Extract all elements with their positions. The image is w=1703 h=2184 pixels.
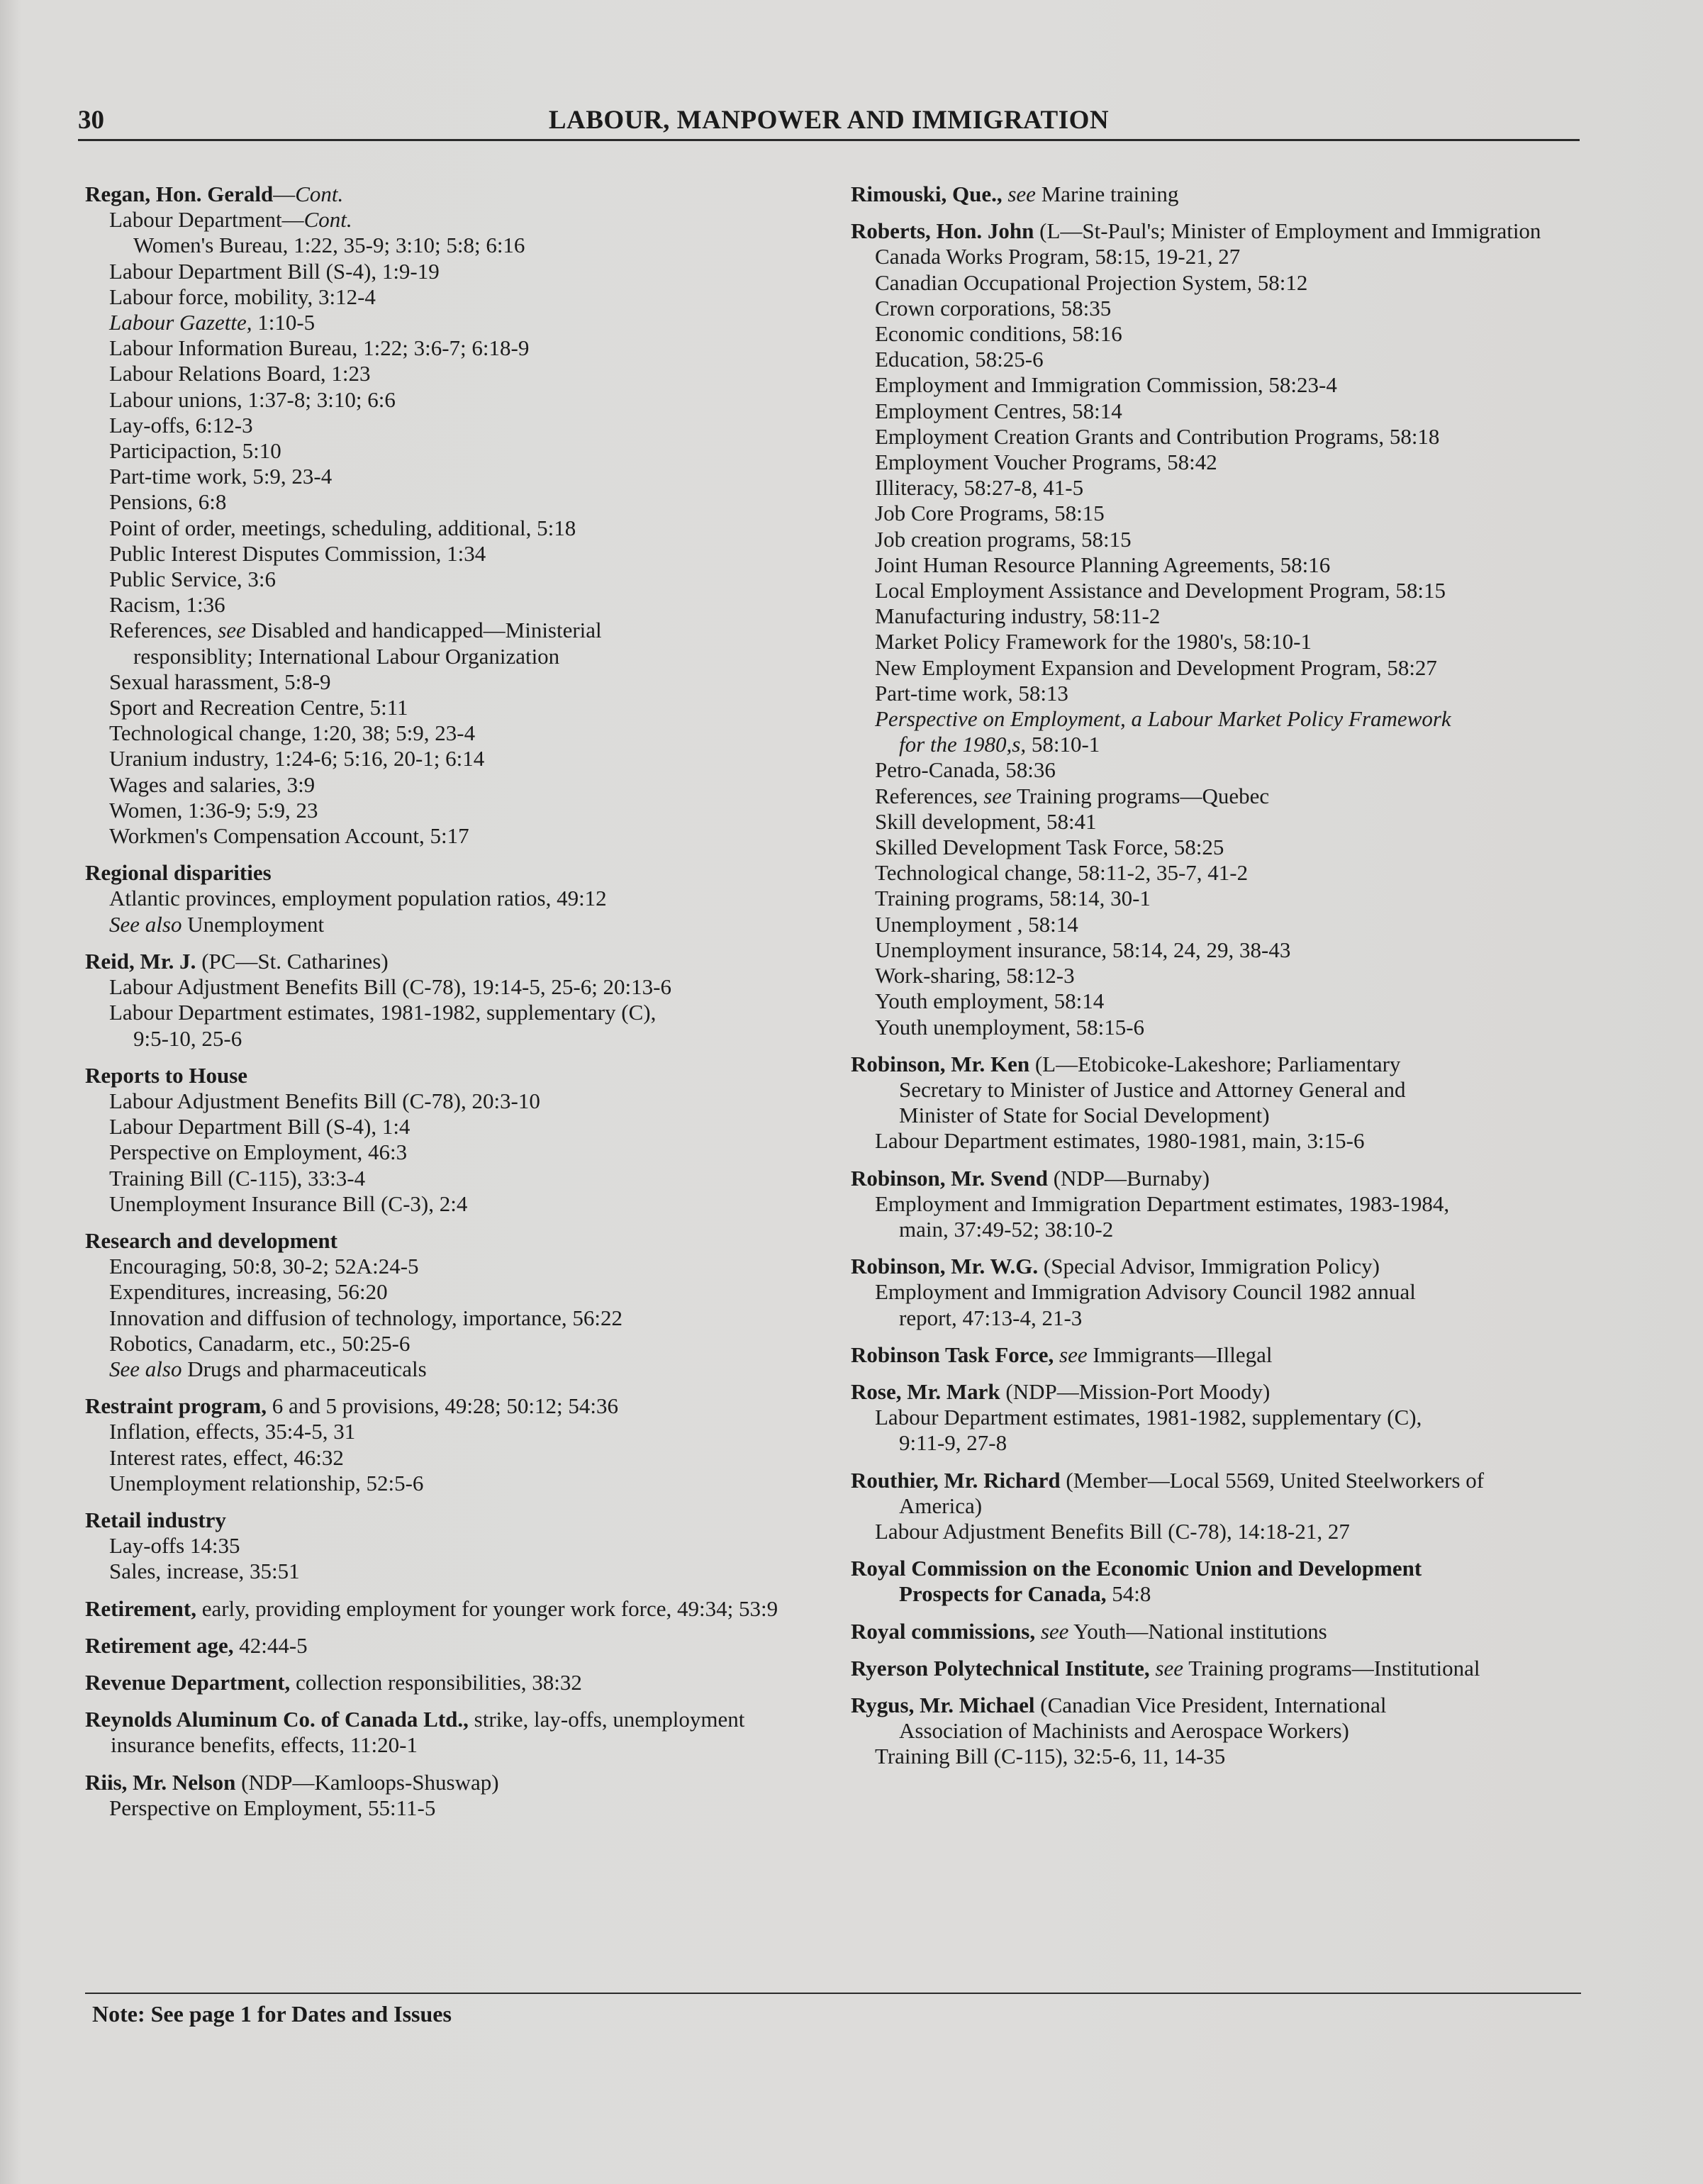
entry-text: Labour Relations Board, 1:23 xyxy=(109,361,371,386)
entry-text: Petro-Canada, 58:36 xyxy=(875,757,1056,783)
entry-subline xyxy=(851,501,1588,526)
entry-subline xyxy=(851,1103,1588,1128)
entry-subline xyxy=(851,450,1588,475)
entry-subline xyxy=(85,974,822,1000)
entry-text: Rygus, Mr. Michael xyxy=(851,1692,1035,1717)
entry-text: (L—Etobicoke-Lakeshore; Parliamentary xyxy=(1029,1051,1401,1076)
entry-text: Labour Gazette, xyxy=(109,310,252,335)
entry-text: Employment and Immigration Department estimates, 1983-1984, xyxy=(875,1191,1450,1216)
entry-text: Youth—National institutions xyxy=(1068,1618,1327,1644)
entry-text: see xyxy=(1007,182,1036,206)
index-entry xyxy=(851,1166,1588,1243)
entry-subline xyxy=(85,1279,822,1305)
index-entry xyxy=(851,1379,1588,1456)
entry-text: Training Bill (C-115), 33:3-4 xyxy=(109,1165,366,1191)
entry-text: see xyxy=(1155,1655,1184,1681)
entry-subline xyxy=(851,886,1588,911)
entry-text: Revenue Department, xyxy=(85,1669,291,1695)
entry-subline xyxy=(85,746,822,771)
entry-heading xyxy=(851,1254,1588,1279)
entry-heading xyxy=(851,1052,1588,1077)
entry-subline xyxy=(851,424,1588,450)
entry-text xyxy=(1035,1619,1041,1644)
entry-text: 6 and 5 provisions, 49:28; 50:12; 54:36 xyxy=(267,1393,618,1419)
entry-subline xyxy=(851,347,1588,372)
entry-text: Technological change, 58:11-2, 35-7, 41-2 xyxy=(875,860,1249,886)
index-entry xyxy=(85,1596,822,1622)
entry-text: Employment and Immigration Commission, 58:23-4 xyxy=(875,372,1337,398)
entry-text: Illiteracy, 58:27-8, 41-5 xyxy=(875,475,1084,501)
entry-subline xyxy=(85,1559,822,1584)
entry-subline xyxy=(85,464,822,489)
entry-text: Unemployment relationship, 52:5-6 xyxy=(109,1470,424,1495)
entry-text: Training programs—Quebec xyxy=(1011,783,1270,808)
entry-subline xyxy=(851,1128,1588,1154)
entry-subline xyxy=(85,335,822,361)
entry-text: Immigrants—Illegal xyxy=(1087,1342,1273,1367)
entry-heading xyxy=(851,1619,1588,1644)
entry-subline xyxy=(85,489,822,515)
index-entry xyxy=(851,1254,1588,1331)
entry-subline xyxy=(85,259,822,284)
entry-subline xyxy=(85,1088,822,1114)
entry-subline xyxy=(851,527,1588,552)
entry-subline xyxy=(85,823,822,849)
entry-text: Skill development, 58:41 xyxy=(875,808,1097,834)
entry-text: (Canadian Vice President, International xyxy=(1034,1692,1387,1717)
entry-text: Rose, Mr. Mark xyxy=(851,1378,1000,1404)
entry-subline xyxy=(85,361,822,386)
entry-text: Labour unions, 1:37-8; 3:10; 6:6 xyxy=(109,386,396,412)
entry-subline xyxy=(851,963,1588,988)
entry-text: Drugs and pharmaceuticals xyxy=(182,1356,427,1381)
entry-text: Unemployment insurance, 58:14, 24, 29, 38-43 xyxy=(875,937,1291,962)
entry-text: Manufacturing industry, 58:11-2 xyxy=(875,603,1161,629)
entry-subline xyxy=(851,578,1588,603)
entry-text: report, 47:13-4, 21-3 xyxy=(899,1305,1083,1330)
entry-subline xyxy=(851,835,1588,860)
entry-subline xyxy=(85,772,822,798)
entry-subline xyxy=(85,413,822,438)
entry-subline xyxy=(85,387,822,413)
entry-subline xyxy=(85,1533,822,1559)
entry-subline xyxy=(851,399,1588,424)
entry-text: Marine training xyxy=(1035,182,1179,206)
entry-subline xyxy=(851,706,1588,732)
entry-text: Training Bill (C-115), 32:5-6, 11, 14-35 xyxy=(875,1744,1226,1769)
entry-text: Training programs, 58:14, 30-1 xyxy=(875,886,1151,911)
entry-subline xyxy=(851,1430,1588,1456)
entry-text: Reynolds Aluminum Co. of Canada Ltd., xyxy=(85,1707,469,1732)
entry-text: Royal Commission on the Economic Union and Development xyxy=(851,1556,1422,1581)
entry-subline xyxy=(851,937,1588,963)
entry-heading xyxy=(851,1379,1588,1405)
entry-text: See also xyxy=(109,911,182,937)
entry-text: Technological change, 1:20, 38; 5:9, 23-4 xyxy=(109,720,476,746)
entry-text: Work-sharing, 58:12-3 xyxy=(875,963,1075,988)
index-entry xyxy=(851,1342,1588,1368)
entry-text: Youth unemployment, 58:15-6 xyxy=(875,1014,1145,1040)
entry-text: Labour Adjustment Benefits Bill (C-78), 14:18-21, 27 xyxy=(875,1518,1350,1544)
entry-text: Women's Bureau, 1:22, 35-9; 3:10; 5:8; 6:16 xyxy=(133,233,525,258)
entry-text: Disabled and handicapped—Ministerial xyxy=(245,618,602,643)
entry-text: Unemployment Insurance Bill (C-3), 2:4 xyxy=(109,1191,468,1216)
entry-subline xyxy=(851,1217,1588,1242)
entry-subline xyxy=(85,912,822,937)
entry-text: main, 37:49-52; 38:10-2 xyxy=(899,1216,1114,1242)
entry-text: Cont. xyxy=(295,182,344,206)
entry-text: 42:44-5 xyxy=(233,1632,308,1658)
entry-subline xyxy=(851,809,1588,835)
entry-subline xyxy=(85,1140,822,1165)
entry-subline xyxy=(851,1191,1588,1217)
index-entry xyxy=(85,1508,822,1585)
entry-text: Expenditures, increasing, 56:20 xyxy=(109,1279,388,1305)
entry-subline xyxy=(851,988,1588,1014)
entry-heading xyxy=(85,1596,822,1622)
entry-subline xyxy=(85,644,822,669)
entry-subline xyxy=(851,655,1588,681)
entry-text: early, providing employment for younger work force, 49:34; 53:9 xyxy=(196,1595,778,1621)
entry-text: Unemployment xyxy=(182,911,325,937)
entry-subline xyxy=(851,860,1588,886)
index-entry xyxy=(85,1393,822,1496)
entry-text: Labour force, mobility, 3:12-4 xyxy=(109,284,376,309)
entry-text: (L—St-Paul's; Minister of Employment and Immigration xyxy=(1034,218,1541,244)
entry-text: Lay-offs 14:35 xyxy=(109,1533,240,1559)
entry-subline xyxy=(85,284,822,310)
entry-text: Part-time work, 5:9, 23-4 xyxy=(109,464,333,489)
entry-text: see xyxy=(1059,1342,1088,1367)
entry-heading xyxy=(85,949,822,974)
index-entry xyxy=(851,1656,1588,1681)
entry-subline xyxy=(851,475,1588,501)
entry-heading xyxy=(851,1468,1588,1493)
entry-text: Training programs—Institutional xyxy=(1183,1655,1480,1681)
entry-subline xyxy=(851,681,1588,706)
entry-text: Ryerson Polytechnical Institute, xyxy=(851,1655,1150,1681)
entry-subline xyxy=(851,296,1588,321)
entry-subline xyxy=(851,372,1588,398)
entry-heading xyxy=(85,1393,822,1419)
entry-heading xyxy=(85,182,822,207)
entry-text: Local Employment Assistance and Development Program, 58:15 xyxy=(875,578,1446,603)
entry-text: (NDP—Kamloops-Shuswap) xyxy=(235,1769,499,1795)
entry-text: Inflation, effects, 35:4-5, 31 xyxy=(109,1419,356,1444)
entry-subline xyxy=(85,592,822,618)
entry-text: Labour Department estimates, 1980-1981, main, 3:15-6 xyxy=(875,1128,1365,1154)
entry-text: Association of Machinists and Aerospace Workers) xyxy=(899,1718,1349,1744)
entry-text: (Special Advisor, Immigration Policy) xyxy=(1038,1254,1380,1279)
entry-text: Robinson, Mr. Svend xyxy=(851,1165,1048,1191)
entry-subline xyxy=(85,567,822,592)
index-entry xyxy=(851,182,1588,207)
entry-subline xyxy=(85,516,822,541)
entry-text: Regional disparities xyxy=(85,860,272,886)
entry-text: References, xyxy=(875,783,984,808)
index-entry xyxy=(85,1770,822,1821)
entry-subline xyxy=(85,233,822,258)
entry-text: Employment and Immigration Advisory Council 1982 annual xyxy=(875,1279,1416,1305)
index-entry xyxy=(85,1670,822,1695)
entry-subline xyxy=(85,886,822,911)
index-column-right xyxy=(851,182,1588,1781)
entry-text: Participaction, 5:10 xyxy=(109,438,281,464)
entry-text: Robinson, Mr. W.G. xyxy=(851,1254,1039,1279)
entry-text: Rimouski, Que., xyxy=(851,182,1003,206)
entry-text: Atlantic provinces, employment population ratios, 49:12 xyxy=(109,886,607,911)
entry-subline xyxy=(85,1026,822,1052)
entry-heading xyxy=(85,1707,822,1758)
running-title: LABOUR, MANPOWER AND IMMIGRATION xyxy=(548,106,1110,135)
index-entry xyxy=(85,949,822,1052)
index-entry xyxy=(851,1619,1588,1644)
entry-text: see xyxy=(983,783,1012,808)
entry-subline xyxy=(85,310,822,335)
entry-heading xyxy=(851,1342,1588,1368)
entry-text: Secretary to Minister of Justice and Attorney General and xyxy=(899,1076,1406,1102)
entry-text: Innovation and diffusion of technology, importance, 56:22 xyxy=(109,1305,623,1330)
entry-subline xyxy=(85,798,822,823)
page-number: 30 xyxy=(78,106,104,135)
entry-text: Labour Department Bill (S-4), 1:9-19 xyxy=(109,258,440,284)
entry-subline xyxy=(851,1405,1588,1430)
entry-subline xyxy=(85,1305,822,1331)
entry-subline xyxy=(851,1077,1588,1103)
index-entry xyxy=(851,1693,1588,1770)
entry-text: Market Policy Framework for the 1980's, 58:10-1 xyxy=(875,629,1312,654)
entry-text: collection responsibilities, 38:32 xyxy=(290,1669,582,1695)
index-column-left xyxy=(85,182,822,1832)
entry-text: Employment Creation Grants and Contribution Programs, 58:18 xyxy=(875,423,1440,449)
entry-subline xyxy=(851,1519,1588,1544)
entry-text: Roberts, Hon. John xyxy=(851,218,1034,244)
entry-heading xyxy=(85,1508,822,1533)
entry-text: (PC—St. Catharines) xyxy=(196,948,389,974)
entry-heading xyxy=(851,1693,1588,1718)
entry-text: responsiblity; International Labour Organization xyxy=(133,643,560,669)
entry-subline xyxy=(85,695,822,720)
entry-text: (NDP—Burnaby) xyxy=(1047,1165,1210,1191)
entry-heading xyxy=(85,1228,822,1254)
entry-text: Labour Adjustment Benefits Bill (C-78), 19:14-5, 25-6; 20:13-6 xyxy=(109,974,671,1000)
entry-text: 9:5-10, 25-6 xyxy=(133,1025,242,1051)
entry-text: Reports to House xyxy=(85,1062,248,1088)
entry-text: see xyxy=(218,618,246,643)
header-rule xyxy=(78,139,1580,141)
entry-text: Labour Adjustment Benefits Bill (C-78), 20:3-10 xyxy=(109,1088,540,1113)
entry-heading xyxy=(85,1633,822,1659)
entry-text: Employment Centres, 58:14 xyxy=(875,398,1122,423)
entry-text: Research and development xyxy=(85,1227,337,1253)
entry-subline xyxy=(851,552,1588,578)
entry-text: Minister of State for Social Development) xyxy=(899,1103,1270,1128)
entry-text: New Employment Expansion and Development Program, 58:27 xyxy=(875,654,1437,680)
entry-text: (NDP—Mission-Port Moody) xyxy=(1000,1378,1271,1404)
entry-heading xyxy=(851,182,1588,207)
entry-text: Public Interest Disputes Commission, 1:34 xyxy=(109,540,486,566)
entry-text: Lay-offs, 6:12-3 xyxy=(109,412,253,438)
entry-subline xyxy=(851,603,1588,629)
entry-text: Perspective on Employment, 55:11-5 xyxy=(109,1795,436,1820)
entry-subline xyxy=(851,270,1588,296)
entry-text: strike, lay-offs, unemployment insurance benefits, effects, 11:20-1 xyxy=(111,1707,745,1758)
entry-subline xyxy=(85,1356,822,1382)
entry-text: Interest rates, effect, 46:32 xyxy=(109,1444,344,1470)
entry-text: (Member—Local 5569, United Steelworkers of xyxy=(1060,1467,1485,1493)
entry-text: Women, 1:36-9; 5:9, 23 xyxy=(109,797,318,823)
entry-text: Joint Human Resource Planning Agreements, 58:16 xyxy=(875,552,1331,577)
entry-subline xyxy=(851,321,1588,347)
entry-text: Canada Works Program, 58:15, 19-21, 27 xyxy=(875,244,1241,269)
entry-subline xyxy=(85,438,822,464)
entry-text: Skilled Development Task Force, 58:25 xyxy=(875,835,1224,860)
entry-subline xyxy=(851,1718,1588,1744)
entry-text: see xyxy=(1040,1618,1069,1644)
entry-text: Crown corporations, 58:35 xyxy=(875,295,1112,321)
index-entry xyxy=(851,1052,1588,1154)
entry-text: Retirement age, xyxy=(85,1632,234,1658)
entry-text: Retail industry xyxy=(85,1507,226,1532)
entry-text: Pensions, 6:8 xyxy=(109,489,227,515)
entry-subline xyxy=(85,720,822,746)
entry-text: 1:10-5 xyxy=(252,310,316,335)
index-entry xyxy=(851,1556,1588,1607)
index-entry xyxy=(85,1707,822,1758)
entry-text: America) xyxy=(899,1493,983,1518)
entry-heading xyxy=(85,1063,822,1088)
index-entry xyxy=(85,1633,822,1659)
entry-text: See also xyxy=(109,1356,182,1381)
entry-text: Sales, increase, 35:51 xyxy=(109,1559,300,1584)
entry-text: Wages and salaries, 3:9 xyxy=(109,771,316,797)
entry-text: Economic conditions, 58:16 xyxy=(875,321,1122,347)
entry-text: Robinson Task Force, xyxy=(851,1342,1054,1367)
entry-text: Job Core Programs, 58:15 xyxy=(875,501,1105,526)
entry-text: Regan, Hon. Gerald xyxy=(85,182,274,206)
entry-heading xyxy=(85,1770,822,1795)
entry-text: Labour Department— xyxy=(109,207,304,233)
entry-subline xyxy=(851,1744,1588,1769)
entry-text: Public Service, 3:6 xyxy=(109,567,277,592)
entry-text: Labour Department estimates, 1981-1982, supplementary (C), xyxy=(109,1000,657,1025)
entry-text: 58:10-1 xyxy=(1026,732,1100,757)
entry-subline xyxy=(851,757,1588,783)
entry-text: Retirement, xyxy=(85,1595,196,1621)
entry-text: Robinson, Mr. Ken xyxy=(851,1051,1030,1076)
entry-subline xyxy=(85,1471,822,1496)
entry-subline xyxy=(85,1795,822,1821)
index-entry xyxy=(85,860,822,937)
entry-subline xyxy=(851,1305,1588,1331)
entry-subline xyxy=(851,1493,1588,1519)
entry-subline xyxy=(851,784,1588,809)
index-entry xyxy=(851,218,1588,1040)
entry-subline xyxy=(851,1581,1588,1607)
entry-text: Perspective on Employment, 46:3 xyxy=(109,1140,408,1165)
index-entry xyxy=(85,1228,822,1382)
entry-text: 54:8 xyxy=(1106,1581,1151,1607)
entry-text: Routhier, Mr. Richard xyxy=(851,1467,1061,1493)
entry-subline xyxy=(85,1419,822,1444)
entry-heading xyxy=(851,1556,1588,1581)
entry-subline xyxy=(851,1015,1588,1040)
entry-text: Youth employment, 58:14 xyxy=(875,988,1105,1014)
entry-text: References, xyxy=(109,618,218,643)
entry-text: 9:11-9, 27-8 xyxy=(899,1430,1007,1456)
entry-text: Racism, 1:36 xyxy=(109,592,225,618)
entry-text: Job creation programs, 58:15 xyxy=(875,526,1132,552)
entry-text: Encouraging, 50:8, 30-2; 52A:24-5 xyxy=(109,1254,419,1279)
entry-subline xyxy=(851,629,1588,654)
entry-subline xyxy=(85,541,822,567)
index-entry xyxy=(851,1468,1588,1545)
entry-heading xyxy=(851,218,1588,244)
entry-text: Labour Department Bill (S-4), 1:4 xyxy=(109,1114,411,1140)
entry-text: Unemployment , 58:14 xyxy=(875,911,1078,937)
entry-subline xyxy=(851,732,1588,757)
entry-heading xyxy=(851,1166,1588,1191)
entry-text: Workmen's Compensation Account, 5:17 xyxy=(109,823,469,849)
entry-text: Part-time work, 58:13 xyxy=(875,680,1068,706)
entry-text: Robotics, Canadarm, etc., 50:25-6 xyxy=(109,1330,411,1356)
entry-heading xyxy=(851,1656,1588,1681)
entry-subline xyxy=(85,1331,822,1356)
entry-text: Riis, Mr. Nelson xyxy=(85,1769,236,1795)
entry-subline xyxy=(85,1191,822,1217)
entry-text: Sport and Recreation Centre, 5:11 xyxy=(109,695,408,720)
entry-text: Canadian Occupational Projection System, 58:12 xyxy=(875,269,1308,295)
entry-subline xyxy=(85,618,822,643)
entry-text: — xyxy=(273,182,296,206)
entry-subline xyxy=(85,1445,822,1471)
entry-subline xyxy=(85,669,822,695)
entry-subline xyxy=(85,1254,822,1279)
entry-text: Royal commissions, xyxy=(851,1618,1036,1644)
entry-subline xyxy=(85,1166,822,1191)
index-entry xyxy=(85,1063,822,1217)
footer-note: Note: See page 1 for Dates and Issues xyxy=(92,2001,452,2027)
page-header xyxy=(78,105,1580,140)
entry-text: Uranium industry, 1:24-6; 5:16, 20-1; 6:14 xyxy=(109,746,485,771)
index-entry xyxy=(85,182,822,849)
entry-text: Labour Information Bureau, 1:22; 3:6-7; 6:18-9 xyxy=(109,335,530,361)
entry-text: Point of order, meetings, scheduling, additional, 5:18 xyxy=(109,515,576,540)
entry-text: Restraint program, xyxy=(85,1393,267,1419)
entry-text: Sexual harassment, 5:8-9 xyxy=(109,669,331,694)
entry-heading xyxy=(85,1670,822,1695)
entry-subline xyxy=(851,912,1588,937)
entry-text: Perspective on Employment, a Labour Market Policy Framework xyxy=(875,706,1451,732)
entry-text: Employment Voucher Programs, 58:42 xyxy=(875,450,1217,475)
entry-subline xyxy=(85,207,822,233)
entry-text: Labour Department estimates, 1981-1982, supplementary (C), xyxy=(875,1405,1422,1430)
entry-subline xyxy=(851,244,1588,269)
entry-text xyxy=(1054,1342,1059,1367)
entry-text: Cont. xyxy=(303,207,352,233)
entry-text: Education, 58:25-6 xyxy=(875,347,1044,372)
entry-subline xyxy=(851,1279,1588,1305)
entry-subline xyxy=(85,1000,822,1025)
footer-rule xyxy=(85,1993,1581,1994)
entry-heading xyxy=(85,860,822,886)
entry-text: Reid, Mr. J. xyxy=(85,948,196,974)
entry-subline xyxy=(85,1114,822,1140)
entry-text: for the 1980,s, xyxy=(899,732,1027,757)
entry-text: Prospects for Canada, xyxy=(899,1581,1107,1607)
